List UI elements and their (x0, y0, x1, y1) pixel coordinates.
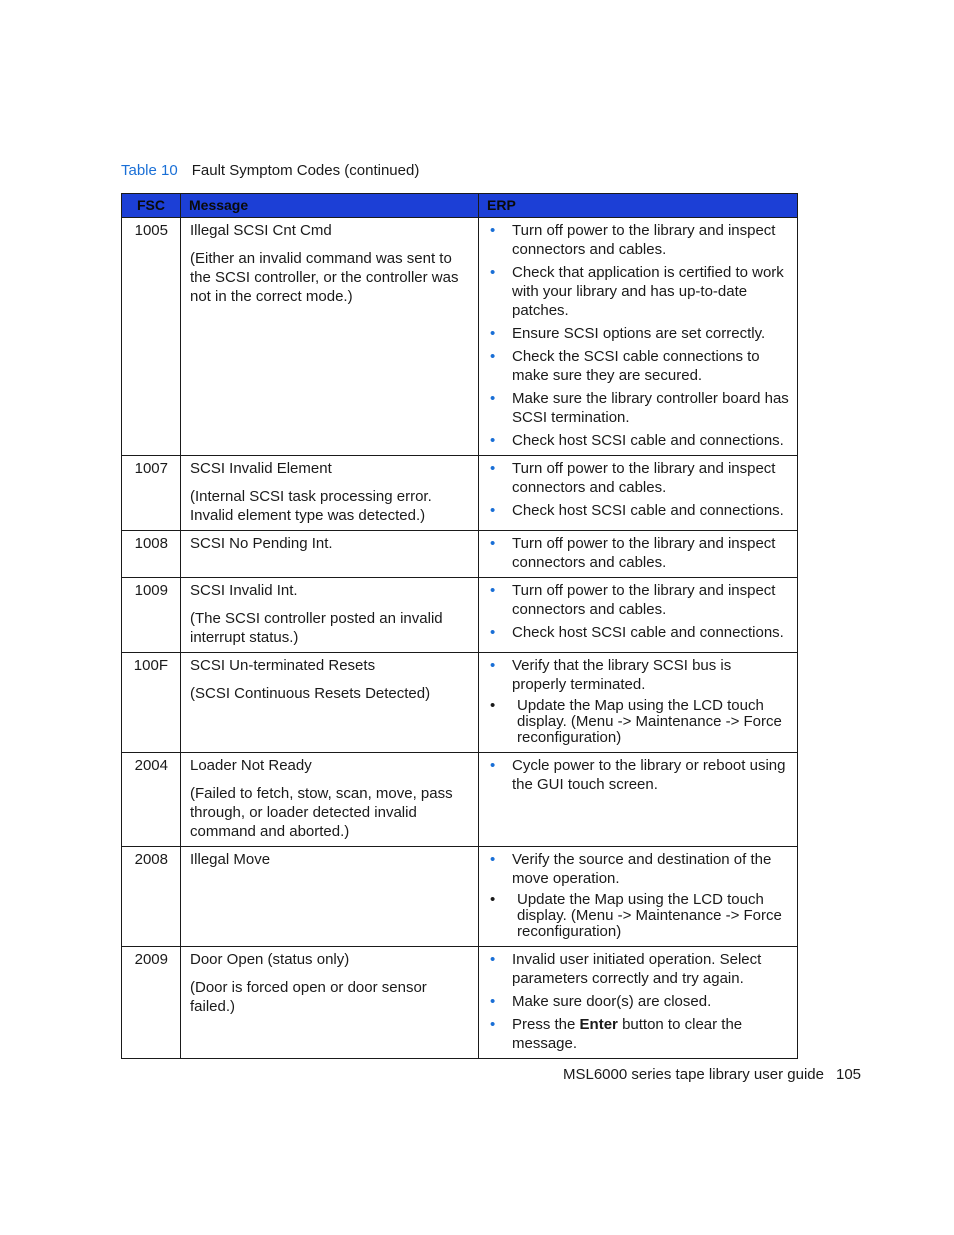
erp-cell (479, 531, 798, 578)
erp-cell (479, 653, 798, 753)
message-text: Loader Not Ready (190, 757, 312, 774)
bullet-icon: • (490, 535, 496, 552)
bullet-icon: • (490, 993, 496, 1010)
erp-item: • Check the SCSI cable connections to make sure they are secured. (490, 348, 760, 384)
message-detail: (Either an invalid command was sent to the SCSI controller, or the controller was not in the correct mode.) (190, 250, 459, 305)
bullet-icon: • (490, 325, 496, 342)
table-row (122, 531, 798, 578)
erp-cell (479, 947, 798, 1059)
erp-cell (479, 456, 798, 531)
erp-cell (479, 578, 798, 653)
header-fsc: FSC (122, 194, 181, 218)
message-text: Illegal Move (190, 851, 271, 868)
erp-list (488, 581, 789, 642)
erp-cell (479, 218, 798, 456)
erp-list (488, 221, 789, 450)
message-detail: (The SCSI controller posted an invalid interrupt status.) (190, 610, 443, 646)
table-title: Fault Symptom Codes (continued) (191, 162, 420, 179)
fsc-code: 1007 (122, 456, 181, 531)
bullet-icon: • (490, 502, 496, 519)
message-cell (181, 947, 479, 1059)
fsc-code: 2008 (122, 847, 181, 947)
erp-item: • Check host SCSI cable and connections. (490, 624, 784, 641)
fsc-code: 1008 (122, 531, 181, 578)
bullet-icon: • (490, 460, 496, 477)
erp-list (488, 950, 789, 1053)
message-text: SCSI Un-terminated Resets (190, 657, 376, 674)
bullet-icon: • (490, 432, 496, 449)
bullet-icon: • (490, 624, 496, 641)
message-cell (181, 531, 479, 578)
erp-cell (479, 753, 798, 847)
erp-list (488, 534, 789, 572)
erp-item: • Cycle power to the library or reboot using the GUI touch screen. (490, 757, 786, 793)
table-caption (121, 162, 419, 179)
bullet-icon: • (490, 697, 496, 714)
erp-item: • Turn off power to the library and inspect connectors and cables. (490, 222, 776, 258)
erp-item: • Make sure door(s) are closed. (490, 993, 712, 1010)
table-row (122, 753, 798, 847)
message-cell (181, 847, 479, 947)
bullet-icon: • (490, 582, 496, 599)
erp-item: • Check host SCSI cable and connections. (490, 502, 784, 519)
bullet-icon: • (490, 264, 496, 281)
erp-item: • Press the Enter button to clear the message. (490, 1016, 743, 1052)
bullet-icon: • (490, 757, 496, 774)
message-detail: (Door is forced open or door sensor failed.) (190, 979, 427, 1015)
bullet-icon: • (490, 891, 496, 908)
erp-list (488, 756, 789, 794)
fsc-code: 1005 (122, 218, 181, 456)
table-row (122, 847, 798, 947)
page-number: 105 (835, 1066, 862, 1083)
table-row (122, 653, 798, 753)
page-footer (563, 1066, 861, 1083)
header-message: Message (181, 194, 479, 218)
erp-item: • Turn off power to the library and inspect connectors and cables. (490, 460, 776, 496)
bullet-icon: • (490, 851, 496, 868)
erp-item: • Update the Map using the LCD touch display. (Menu -> Maintenance -> Force reconfiguration) (490, 891, 782, 940)
footer-title: MSL6000 series tape library user guide (563, 1066, 824, 1083)
message-cell (181, 456, 479, 531)
table-header-row (122, 194, 798, 218)
bullet-icon: • (490, 222, 496, 239)
message-detail: (Internal SCSI task processing error. Invalid element type was detected.) (190, 488, 432, 524)
fsc-code: 1009 (122, 578, 181, 653)
erp-item: • Turn off power to the library and inspect connectors and cables. (490, 535, 776, 571)
table-row (122, 947, 798, 1059)
message-cell (181, 218, 479, 456)
erp-list (488, 656, 789, 746)
fsc-code: 2009 (122, 947, 181, 1059)
enter-key-label: Enter (579, 1016, 618, 1033)
erp-list (488, 850, 789, 940)
table-row (122, 218, 798, 456)
message-detail: (Failed to fetch, stow, scan, move, pass through, or loader detected invalid command and aborted.) (190, 785, 453, 840)
erp-item: • Verify that the library SCSI bus is properly terminated. (490, 657, 732, 693)
fsc-code: 100F (122, 653, 181, 753)
message-text: Illegal SCSI Cnt Cmd (190, 222, 332, 239)
erp-item: • Check host SCSI cable and connections. (490, 432, 784, 449)
message-text: SCSI Invalid Int. (190, 582, 298, 599)
message-cell (181, 578, 479, 653)
erp-item: • Verify the source and destination of the move operation. (490, 851, 772, 887)
message-text: SCSI No Pending Int. (190, 535, 333, 552)
bullet-icon: • (490, 1016, 496, 1033)
erp-item: • Check that application is certified to work with your library and has up-to-date patches. (490, 264, 784, 319)
erp-item: • Ensure SCSI options are set correctly. (490, 325, 766, 342)
erp-item: • Update the Map using the LCD touch display. (Menu -> Maintenance -> Force reconfiguration) (490, 697, 782, 746)
erp-item: • Make sure the library controller board has SCSI termination. (490, 390, 789, 426)
erp-list (488, 459, 789, 520)
message-text: SCSI Invalid Element (190, 460, 332, 477)
bullet-icon: • (490, 348, 496, 365)
bullet-icon: • (490, 657, 496, 674)
message-text: Door Open (status only) (190, 951, 350, 968)
bullet-icon: • (490, 390, 496, 407)
erp-item: • Invalid user initiated operation. Select parameters correctly and try again. (490, 951, 762, 987)
table-row (122, 456, 798, 531)
table-label: Table 10 (121, 162, 178, 179)
message-detail: (SCSI Continuous Resets Detected) (190, 685, 431, 702)
erp-item: • Turn off power to the library and inspect connectors and cables. (490, 582, 776, 618)
message-cell (181, 753, 479, 847)
table-row (122, 578, 798, 653)
header-erp: ERP (479, 194, 798, 218)
message-cell (181, 653, 479, 753)
fsc-code: 2004 (122, 753, 181, 847)
fault-symptom-table (121, 193, 798, 1059)
bullet-icon: • (490, 951, 496, 968)
erp-cell (479, 847, 798, 947)
